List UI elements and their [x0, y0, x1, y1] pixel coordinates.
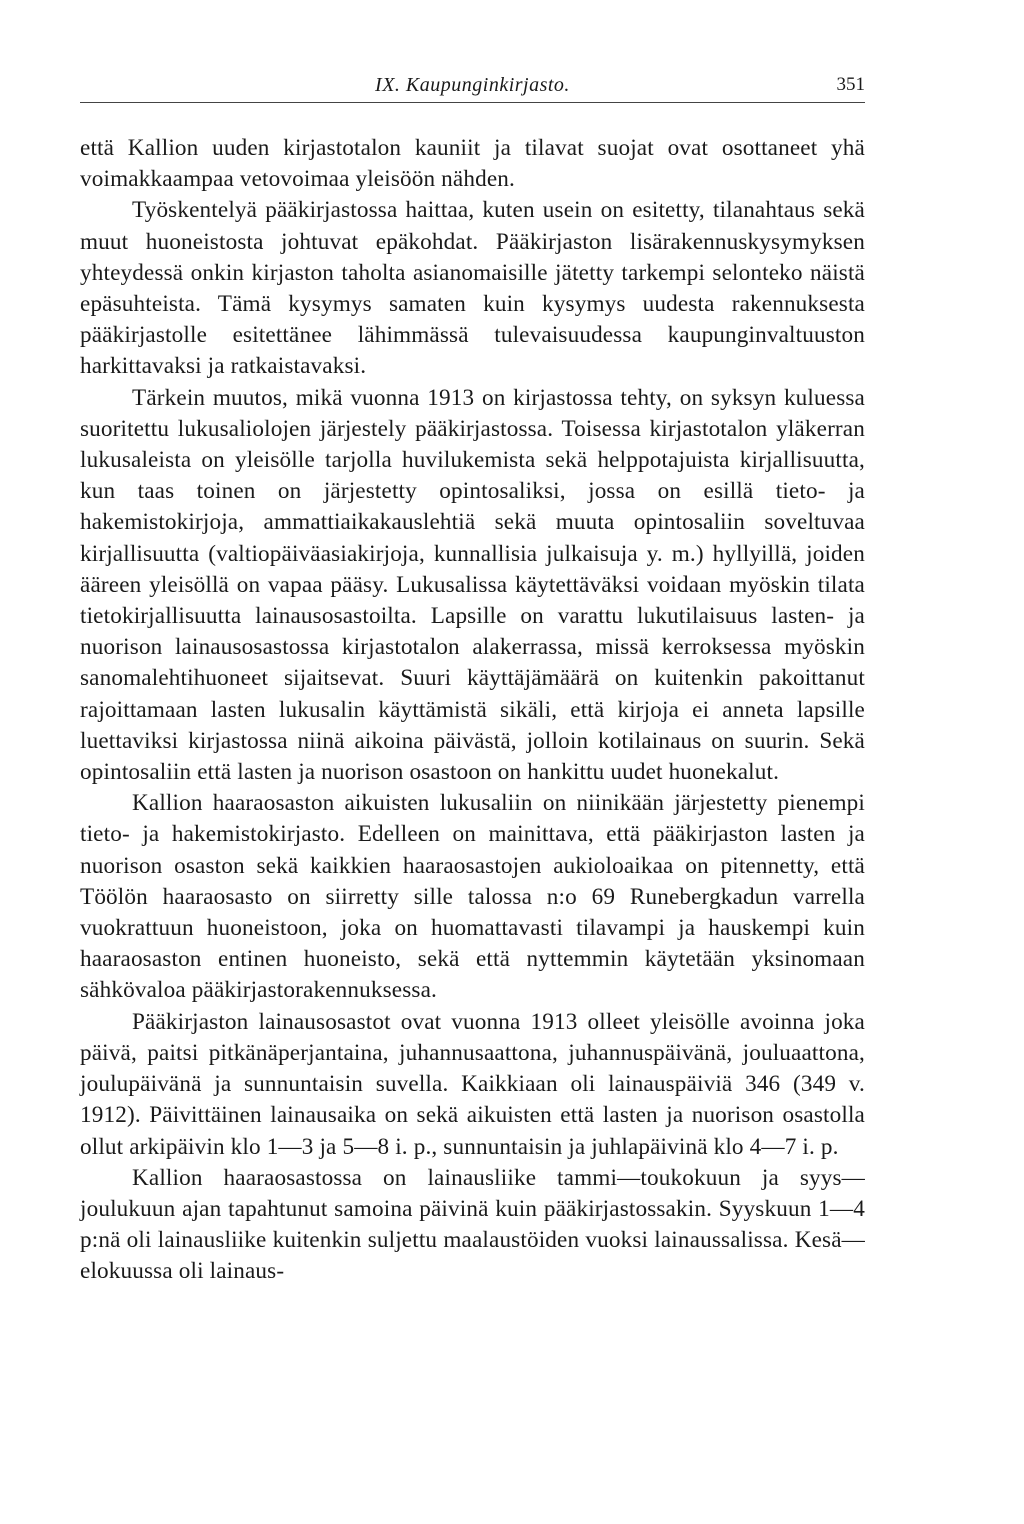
paragraph: Kallion haaraosastossa on lainausliike tammi—toukokuun ja syys—joulukuun ajan tapahtunut samoina päivinä kuin pääkirjastossakin. Syyskuun 1—4 p:nä oli lainausliike kuitenkin suljettu maalaustöiden vuoksi lainaussalissa. Kesä—elokuussa oli lainaus-	[80, 1164, 865, 1285]
paragraph: Pääkirjaston lainausosastot ovat vuonna 1913 olleet yleisölle avoinna joka päivä, paitsi pitkänäperjantaina, juhannusaattona, juhannuspäivänä, jouluaattona, joulupäivänä ja sunnuntaisin suvella. Kaikkiaan oli lainauspäiviä 346 (349 v. 1912). Päivittäinen lainausaika on sekä aikuisten että lasten ja nuorison osastolla ollut arkipäivin klo 1—3 ja 5—8 i. p., sunnuntaisin ja juhlapäivinä klo 4—7 i. p.	[80, 1008, 865, 1160]
body-text	[80, 133, 865, 1288]
paragraph: Kallion haaraosaston aikuisten lukusaliin on niinikään järjestetty pienempi tieto- ja hakemistokirjasto. Edelleen on mainittava, että pääkirjaston lasten ja nuorison osaston sekä kaikkien haaraosastojen aukioloaikaa on pitennetty, että Töölön haaraosasto on siirretty sille talossa n:o 69 Runebergkadun varrella vuokrattuun huoneistoon, joka on huomattavasti tilavampi ja hauskempi kuin haaraosaston entinen huoneisto, sekä että nyttemmin käytetään yksinomaan sähkövaloa pääkirjastorakennuksessa.	[80, 790, 865, 1004]
paragraph: Tärkein muutos, mikä vuonna 1913 on kirjastossa tehty, on syksyn kuluessa suoritettu lukusaliolojen järjestely pääkirjastossa. Toisessa kirjastotalon yläkerran lukusaleista on yleisölle tarjolla huvilukemista sekä helppotajuista kirjallisuutta, kun taas toinen on järjestetty opintosaliksi, jossa on esillä tieto- ja hakemistokirjoja, ammattiaikakauslehtiä sekä muuta opintosaliin soveltuvaa kirjallisuutta (valtiopäiväasiakirjoja, kunnallisia julkaisuja y. m.) hyllyillä, joiden ääreen yleisöllä on vapaa pääsy. Lukusalissa käytettäväksi voidaan myöskin tilata tietokirjallisuutta lainausosastoilta. Lapsille on varattu lukutilaisuus lasten- ja nuorison lainausosastossa kirjastotalon alakerrassa, missä kerroksessa myöskin sanomalehtihuoneet sijaitsevat. Suuri käyttäjämäärä on kuitenkin pakoittanut rajoittamaan lasten lukusalin käyttämistä sikäli, että kirjoja ei anneta lapsille luettaviksi kirjastossa niinä aikoina päivästä, jolloin kotilainaus on suurin. Sekä opintosaliin että lasten ja nuorison osastoon on hankittu uudet huonekalut.	[80, 384, 865, 786]
paragraph-continued: että Kallion uuden kirjastotalon kauniit ja tilavat suojat ovat osottaneet yhä voimakkaampaa vetovoimaa yleisöön nähden.	[80, 135, 865, 193]
paragraph: Työskentelyä pääkirjastossa haittaa, kuten usein on esitetty, tilanahtaus sekä muut huoneistosta johtuvat epäkohdat. Pääkirjaston lisärakennuskysymyksen yhteydessä onkin kirjaston taholta asianomaisille jätetty tarkempi selonteko näistä epäsuhteista. Tämä kysymys samaten kuin kysymys uudesta rakennuksesta pääkirjastolle esitettänee lähimmässä tulevaisuudessa kaupunginvaltuuston harkittavaksi ja ratkaistavaksi.	[80, 197, 865, 380]
running-head	[80, 68, 865, 103]
book-page	[80, 68, 865, 1288]
running-title: IX. Kaupunginkirjasto.	[375, 74, 570, 96]
page-number: 351	[836, 74, 865, 95]
